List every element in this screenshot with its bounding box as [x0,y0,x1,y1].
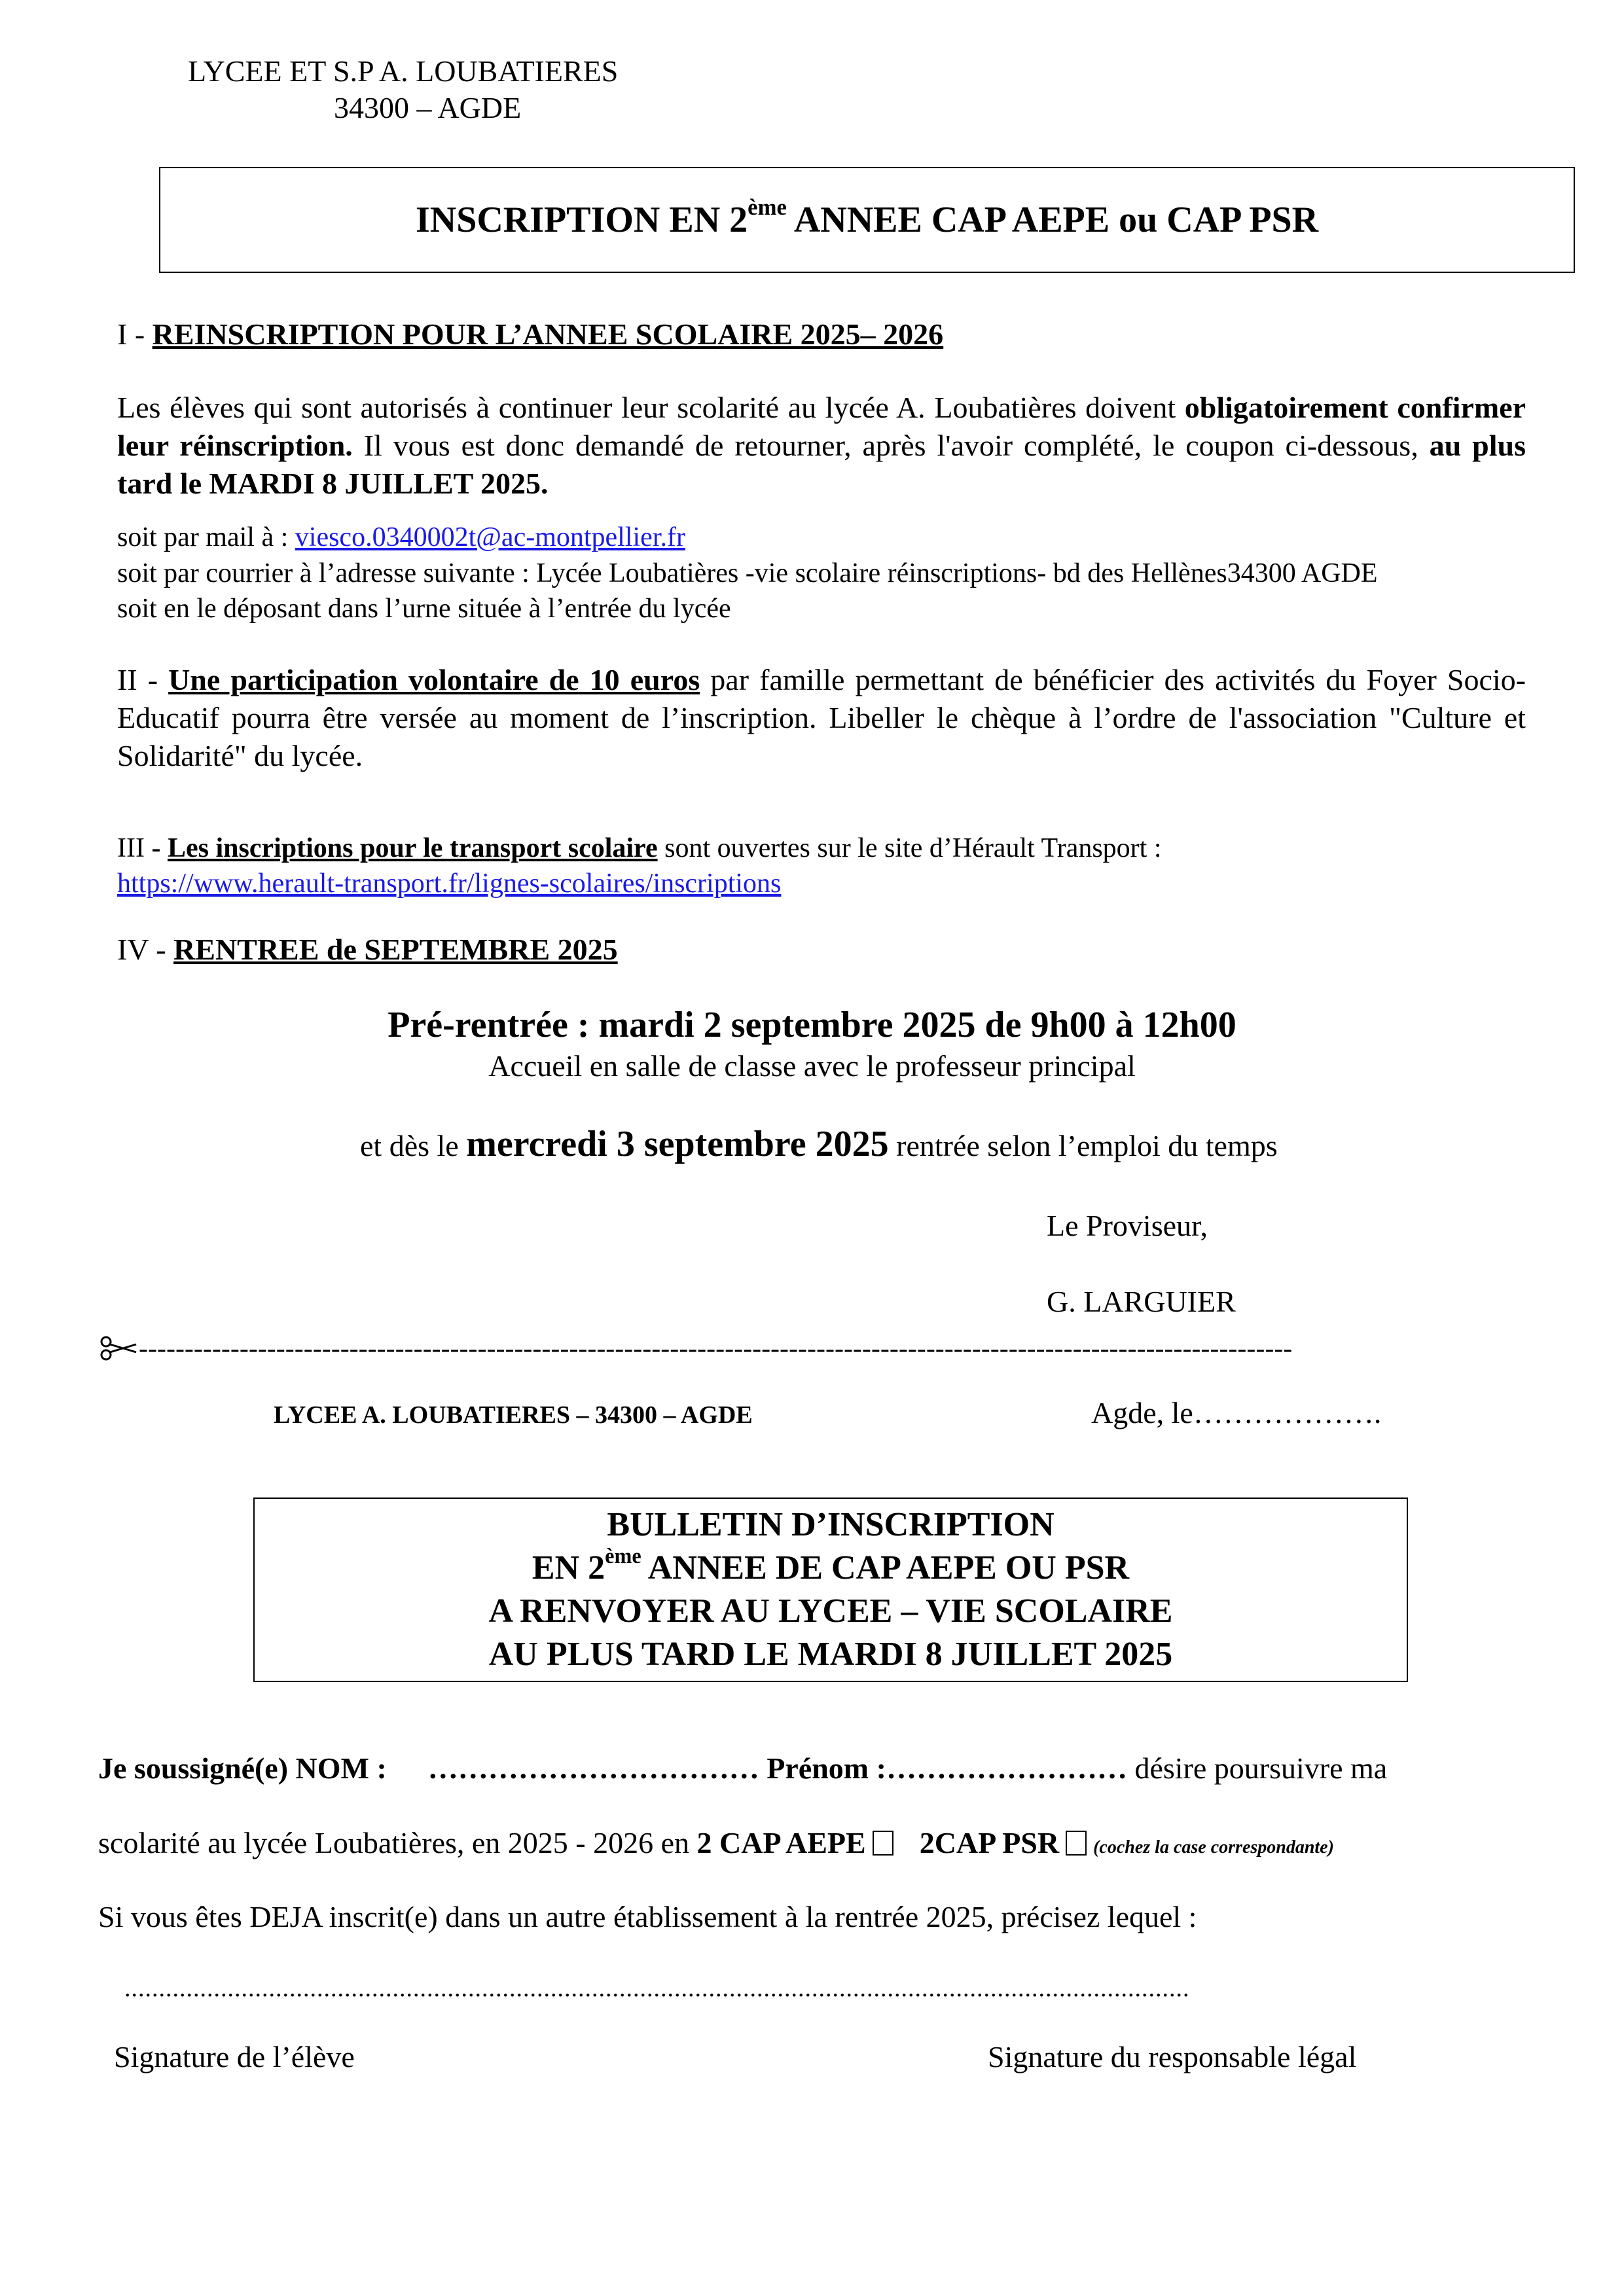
section-1-paragraph: Les élèves qui sont autorisés à continuer leur scolarité au lycée A. Loubatières doivent obligatoirement confirmer leur réinscription. Il vous est donc demandé de retourner, après l'avoir complété, le coupon ci-dessous, au plus tard le MARDI 8 JUILLET 2025. [117,391,1526,500]
signature-responsable: Signature du responsable légal [988,2040,1357,2073]
section-4-heading: IV - RENTREE de SEPTEMBRE 2025 [117,933,618,966]
scissors-icon [99,1335,139,1361]
coupon-school: LYCEE A. LOUBATIERES – 34300 – AGDE [274,1401,753,1429]
cap-aepe-checkbox[interactable] [873,1831,893,1856]
scolarite-line: scolarité au lycée Loubatières, en 2025 - 2026 en 2 CAP AEPE 2CAP PSR (cochez la case correspondante) [98,1826,1334,1859]
soussigne-line: Je soussigné(e) NOM : …………………………… Prénom :…………………… désire poursuivre ma [98,1751,1388,1785]
section-2-paragraph: II - Une participation volontaire de 10 euros par famille permettant de bénéficier des activités du Foyer Socio-Educatif pourra être versée au moment de l’inscription. Libeller le chèque à l’ordre de l'association "Culture et Solidarité" du lycée. [117,663,1526,772]
proviseur-role: Le Proviseur, [1047,1209,1208,1242]
etablissement-field[interactable]: ........................................................................................................................................................... [124,1975,1190,2002]
signature-eleve: Signature de l’élève [114,2040,355,2073]
bulletin-line-1: BULLETIN D’INSCRIPTION [607,1506,1055,1543]
transport-link[interactable]: https://www.herault-transport.fr/lignes-scolaires/inscriptions [117,869,782,899]
rentree-line: et dès le mercredi 3 septembre 2025 rentrée selon l’emploi du temps [360,1124,1278,1164]
bulletin-line-2: EN 2ème ANNEE DE CAP AEPE OU PSR [532,1543,1130,1587]
bulletin-line-3: A RENVOYER AU LYCEE – VIE SCOLAIRE [488,1592,1173,1630]
section-3-paragraph: III - Les inscriptions pour le transport scolaire sont ouvertes sur le site d’Hérault Transport : [117,833,1162,863]
bulletin-box [253,1498,1408,1682]
section-1-heading: I - REINSCRIPTION POUR L’ANNEE SCOLAIRE 2025– 2026 [117,317,944,351]
cap-psr-checkbox[interactable] [1066,1831,1087,1856]
coupon-date: Agde, le………………. [1091,1396,1382,1429]
nom-field[interactable]: …………………………… [427,1751,759,1785]
school-name: LYCEE ET S.P A. LOUBATIERES [188,54,619,88]
deja-line: Si vous êtes DEJA inscrit(e) dans un autre établissement à la rentrée 2025, précisez lequel : [98,1900,1197,1933]
bulletin-line-4: AU PLUS TARD LE MARDI 8 JUILLET 2025 [488,1636,1173,1673]
cut-line: ------------------------------------------------------------------------------------------------------------------------------ [99,1333,1487,1365]
urne-line: soit en le déposant dans l’urne située à l’entrée du lycée [117,594,731,624]
mail-link[interactable]: viesco.0340002t@ac-montpellier.fr [295,522,685,552]
mail-line: soit par mail à : viesco.0340002t@ac-montpellier.fr [117,522,685,552]
proviseur-name: G. LARGUIER [1047,1285,1236,1318]
page-title: INSCRIPTION EN 2ème ANNEE CAP AEPE ou CAP PSR [415,194,1319,240]
courrier-line: soit par courrier à l’adresse suivante : Lycée Loubatières -vie scolaire réinscriptions- bd des Hellènes34300 AGDE [117,558,1378,588]
school-city: 34300 – AGDE [334,91,522,124]
prenom-field[interactable]: …………………… [886,1751,1127,1785]
title-box [159,167,1575,273]
prerentree-line: Pré-rentrée : mardi 2 septembre 2025 de 9h00 à 12h00 [388,1005,1236,1045]
accueil-line: Accueil en salle de classe avec le professeur principal [488,1049,1136,1083]
